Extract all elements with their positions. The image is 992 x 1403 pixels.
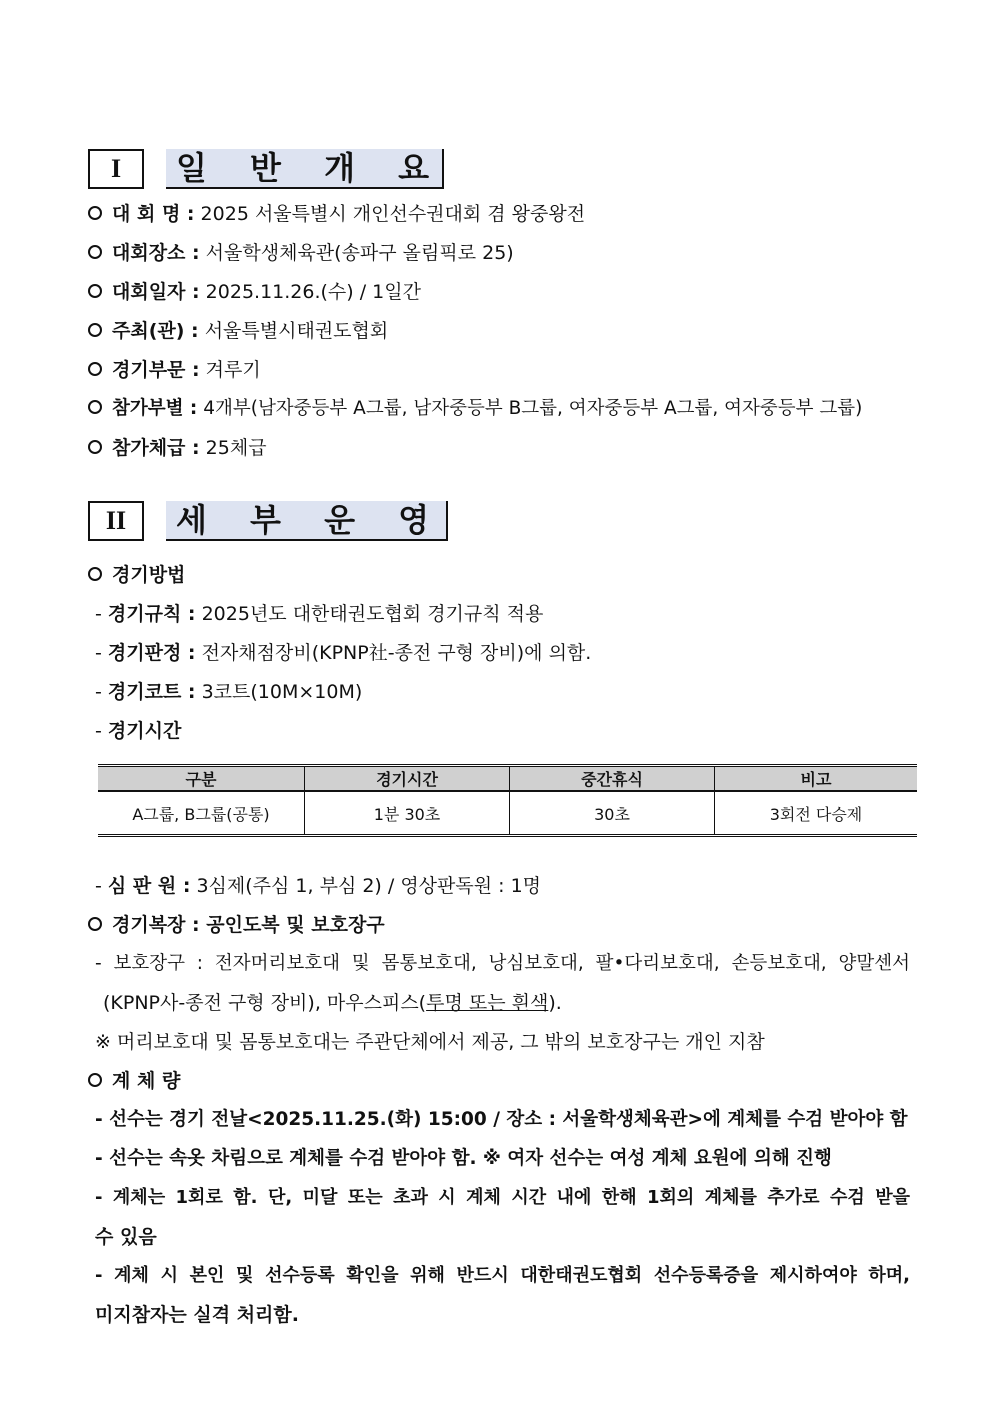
table-header: 중간휴식 xyxy=(510,766,715,792)
bullet-circle-icon xyxy=(88,440,102,454)
table-cell: 3회전 다승제 xyxy=(715,791,918,836)
rule-line: - 경기규칙 : 2025년도 대한태권도협회 경기규칙 적용 xyxy=(95,603,544,625)
protect-line-1: - 보호장구 : 전자머리보호대 및 몸통보호대, 낭심보호대, 팔•다리보호대, 손등보호대, 양말센서 xyxy=(95,953,910,974)
weigh-line-4b: 미지참자는 실격 처리함. xyxy=(95,1304,299,1326)
time-heading: - 경기시간 xyxy=(95,720,182,742)
weigh-line-3a: - 계체는 1회로 함. 단, 미달 또는 초과 시 계체 시간 내에 한해 1회의 계체를 추가로 수검 받을 xyxy=(95,1187,910,1208)
item-event-name: 대 회 명 : 2025 서울특별시 개인선수권대회 겸 왕중왕전 xyxy=(88,201,585,227)
bullet-circle-icon xyxy=(88,917,102,931)
table-header: 비고 xyxy=(715,766,918,792)
bullet-circle-icon xyxy=(88,567,102,581)
item-date: 대회일자 : 2025.11.26.(수) / 1일간 xyxy=(88,279,421,305)
weigh-line-1: - 선수는 경기 전날<2025.11.25.(화) 15:00 / 장소 : 서울학생체육관>에 계체를 수검 받아야 함 xyxy=(95,1109,908,1130)
section2-number: II xyxy=(88,501,144,541)
bullet-circle-icon xyxy=(88,284,102,298)
protect-line-2: (KPNP사-종전 구형 장비), 마우스피스(투명 또는 흰색). xyxy=(103,992,562,1014)
weigh-heading: 계 체 량 xyxy=(88,1068,180,1094)
method-heading: 경기방법 xyxy=(88,562,185,588)
protect-note: ※ 머리보호대 및 몸통보호대는 주관단체에서 제공, 그 밖의 보호장구는 개인 지참 xyxy=(95,1031,765,1053)
table-header: 구분 xyxy=(98,766,305,792)
table-cell: A그룹, B그룹(공통) xyxy=(98,791,305,836)
weigh-line-3b: 수 있음 xyxy=(95,1226,157,1248)
match-time-table xyxy=(98,764,917,837)
bullet-circle-icon xyxy=(88,400,102,414)
uniform-heading: 경기복장 : 공인도복 및 보호장구 xyxy=(88,912,385,938)
item-weight-classes: 참가체급 : 25체급 xyxy=(88,435,267,461)
table-row xyxy=(98,791,917,836)
item-venue: 대회장소 : 서울학생체육관(송파구 올림픽로 25) xyxy=(88,240,514,266)
court-line: - 경기코트 : 3코트(10M×10M) xyxy=(95,681,363,703)
referee-line: - 심 판 원 : 3심제(주심 1, 부심 2) / 영상판독원 : 1명 xyxy=(95,875,542,897)
bullet-circle-icon xyxy=(88,1073,102,1087)
table-cell: 30초 xyxy=(510,791,715,836)
bullet-circle-icon xyxy=(88,245,102,259)
table-header: 경기시간 xyxy=(305,766,510,792)
item-divisions: 참가부별 : 4개부(남자중등부 A그룹, 남자중등부 B그룹, 여자중등부 A그룹, 여자중등부 그룹) xyxy=(88,396,862,422)
section1-title: 일 반 개 요 xyxy=(166,149,444,189)
section2-title: 세 부 운 영 xyxy=(166,501,448,541)
table-cell: 1분 30초 xyxy=(305,791,510,836)
bullet-circle-icon xyxy=(88,206,102,220)
table-header-row xyxy=(98,766,917,792)
bullet-circle-icon xyxy=(88,362,102,376)
section1-number: I xyxy=(88,149,144,189)
judge-line: - 경기판정 : 전자채점장비(KPNP社-종전 구형 장비)에 의함. xyxy=(95,642,592,664)
item-host: 주최(관) : 서울특별시태권도협회 xyxy=(88,318,388,344)
weigh-line-2: - 선수는 속옷 차림으로 계체를 수검 받아야 함. ※ 여자 선수는 여성 계체 요원에 의해 진행 xyxy=(95,1148,832,1169)
bullet-circle-icon xyxy=(88,323,102,337)
item-category: 경기부문 : 겨루기 xyxy=(88,357,261,383)
weigh-line-4a: - 계체 시 본인 및 선수등록 확인을 위해 반드시 대한태권도협회 선수등록증을 제시하여야 하며, xyxy=(95,1265,910,1286)
